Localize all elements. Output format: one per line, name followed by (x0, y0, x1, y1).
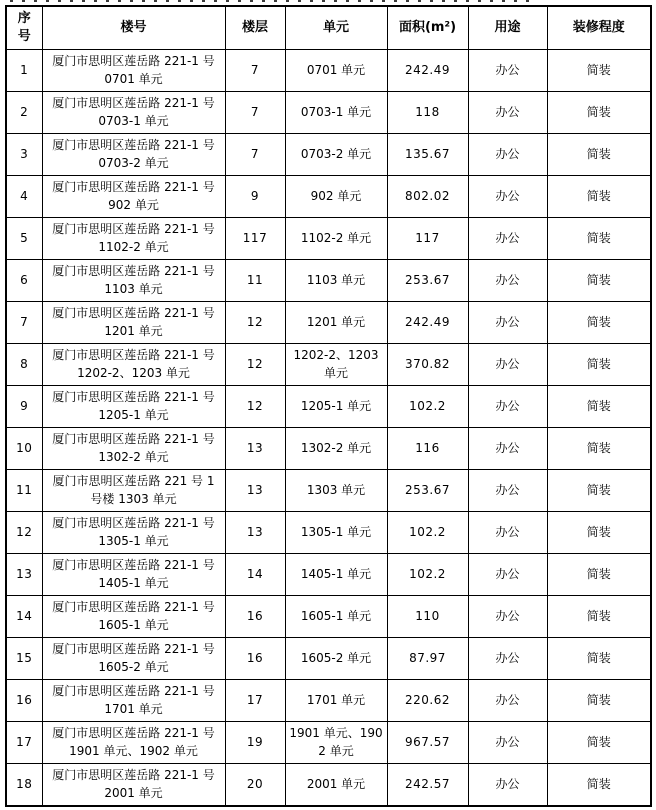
cell-unit: 1103 单元 (285, 260, 387, 302)
cell-seq: 8 (6, 344, 42, 386)
table-row (6, 218, 651, 260)
cell-seq: 9 (6, 386, 42, 428)
cell-unit: 1205-1 单元 (285, 386, 387, 428)
table-row (6, 596, 651, 638)
cell-building (42, 722, 225, 764)
table-row (6, 512, 651, 554)
cell-floor: 9 (225, 176, 285, 218)
building-line1: 厦门市思明区莲岳路 221-1 号 (52, 390, 215, 405)
building-line2: 0703-1 单元 (98, 113, 169, 128)
cell-unit: 1102-2 单元 (285, 218, 387, 260)
cell-area: 967.57 (387, 722, 468, 764)
cell-area: 802.02 (387, 176, 468, 218)
building-line1: 厦门市思明区莲岳路 221-1 号 (52, 96, 215, 111)
building-line2: 1605-2 单元 (98, 659, 169, 674)
cell-decoration: 简装 (547, 92, 651, 134)
property-listing-table (5, 5, 652, 807)
table-row (6, 92, 651, 134)
cell-unit: 1901 单元、1902 单元 (285, 722, 387, 764)
cell-use: 办公 (468, 92, 547, 134)
cell-building (42, 176, 225, 218)
cell-seq: 14 (6, 596, 42, 638)
header-building: 楼号 (42, 6, 225, 50)
building-line2: 1205-1 单元 (98, 407, 169, 422)
header-use: 用途 (468, 6, 547, 50)
cell-floor: 11 (225, 260, 285, 302)
cell-use: 办公 (468, 218, 547, 260)
cell-floor: 17 (225, 680, 285, 722)
cell-unit: 0701 单元 (285, 50, 387, 92)
building-line2: 2001 单元 (104, 785, 163, 800)
building-line1: 厦门市思明区莲岳路 221-1 号 (52, 768, 215, 783)
building-line2: 1701 单元 (104, 701, 163, 716)
cell-area: 253.67 (387, 470, 468, 512)
cell-decoration: 简装 (547, 680, 651, 722)
cell-area: 242.49 (387, 50, 468, 92)
building-line2: 0703-2 单元 (98, 155, 169, 170)
cell-use: 办公 (468, 470, 547, 512)
cell-building (42, 596, 225, 638)
building-line2: 1201 单元 (104, 323, 163, 338)
building-line2: 1102-2 单元 (98, 239, 169, 254)
cell-unit: 1202-2、1203 单元 (285, 344, 387, 386)
cell-floor: 7 (225, 50, 285, 92)
cell-use: 办公 (468, 680, 547, 722)
header-area: 面积(m²) (387, 6, 468, 50)
cell-unit: 1701 单元 (285, 680, 387, 722)
cell-seq: 7 (6, 302, 42, 344)
clipped-text-remnant (10, 0, 538, 2)
cell-unit: 1605-1 单元 (285, 596, 387, 638)
cell-area: 87.97 (387, 638, 468, 680)
cell-area: 242.57 (387, 764, 468, 807)
cell-decoration: 简装 (547, 218, 651, 260)
cell-area: 242.49 (387, 302, 468, 344)
building-line2: 1302-2 单元 (98, 449, 169, 464)
building-line2: 1103 单元 (104, 281, 163, 296)
cell-seq: 10 (6, 428, 42, 470)
header-unit: 单元 (285, 6, 387, 50)
table-row (6, 302, 651, 344)
table-row (6, 722, 651, 764)
cell-use: 办公 (468, 596, 547, 638)
cell-use: 办公 (468, 764, 547, 807)
cell-building (42, 260, 225, 302)
cell-decoration: 简装 (547, 344, 651, 386)
cell-building (42, 50, 225, 92)
cell-unit: 902 单元 (285, 176, 387, 218)
table-row (6, 344, 651, 386)
cell-unit: 1605-2 单元 (285, 638, 387, 680)
building-line1: 厦门市思明区莲岳路 221-1 号 (52, 684, 215, 699)
building-line1: 厦门市思明区莲岳路 221-1 号 (52, 558, 215, 573)
cell-building (42, 680, 225, 722)
cell-unit: 1405-1 单元 (285, 554, 387, 596)
cell-floor: 13 (225, 470, 285, 512)
cell-decoration: 简装 (547, 176, 651, 218)
cell-use: 办公 (468, 428, 547, 470)
building-line1: 厦门市思明区莲岳路 221 号 1 (52, 474, 215, 489)
cell-building (42, 302, 225, 344)
cell-decoration: 简装 (547, 386, 651, 428)
cell-building (42, 638, 225, 680)
cell-seq: 15 (6, 638, 42, 680)
header-decoration: 装修程度 (547, 6, 651, 50)
building-line1: 厦门市思明区莲岳路 221-1 号 (52, 642, 215, 657)
cell-area: 102.2 (387, 554, 468, 596)
building-line2: 0701 单元 (104, 71, 163, 86)
cell-use: 办公 (468, 722, 547, 764)
cell-decoration: 简装 (547, 554, 651, 596)
cell-building (42, 764, 225, 807)
cell-decoration: 简装 (547, 638, 651, 680)
table-row (6, 176, 651, 218)
cell-unit: 0703-2 单元 (285, 134, 387, 176)
table-header-row (6, 6, 651, 50)
cell-building (42, 218, 225, 260)
cell-floor: 7 (225, 134, 285, 176)
cell-floor: 14 (225, 554, 285, 596)
table-row (6, 554, 651, 596)
cell-floor: 19 (225, 722, 285, 764)
cell-floor: 12 (225, 386, 285, 428)
cell-use: 办公 (468, 386, 547, 428)
cell-seq: 3 (6, 134, 42, 176)
cell-decoration: 简装 (547, 512, 651, 554)
cell-seq: 6 (6, 260, 42, 302)
cell-seq: 13 (6, 554, 42, 596)
cell-seq: 5 (6, 218, 42, 260)
cell-area: 116 (387, 428, 468, 470)
cell-area: 118 (387, 92, 468, 134)
cell-building (42, 386, 225, 428)
cell-floor: 12 (225, 302, 285, 344)
building-line1: 厦门市思明区莲岳路 221-1 号 (52, 138, 215, 153)
cell-decoration: 简装 (547, 50, 651, 92)
cell-unit: 1201 单元 (285, 302, 387, 344)
building-line2: 号楼 1303 单元 (90, 491, 177, 506)
cell-seq: 18 (6, 764, 42, 807)
building-line2: 1901 单元、1902 单元 (69, 743, 198, 758)
cell-floor: 16 (225, 596, 285, 638)
cell-decoration: 简装 (547, 722, 651, 764)
table-row (6, 470, 651, 512)
cell-area: 102.2 (387, 386, 468, 428)
building-line1: 厦门市思明区莲岳路 221-1 号 (52, 600, 215, 615)
cell-building (42, 512, 225, 554)
table-row (6, 764, 651, 807)
header-seq (6, 6, 42, 50)
table-row (6, 134, 651, 176)
cell-floor: 13 (225, 428, 285, 470)
cell-use: 办公 (468, 554, 547, 596)
cell-floor: 20 (225, 764, 285, 807)
cell-building (42, 470, 225, 512)
cell-decoration: 简装 (547, 764, 651, 807)
cell-use: 办公 (468, 512, 547, 554)
cell-use: 办公 (468, 302, 547, 344)
cell-seq: 17 (6, 722, 42, 764)
cell-building (42, 344, 225, 386)
cell-use: 办公 (468, 50, 547, 92)
building-line1: 厦门市思明区莲岳路 221-1 号 (52, 264, 215, 279)
header-seq-label: 序号 (17, 11, 31, 44)
cell-use: 办公 (468, 176, 547, 218)
cell-building (42, 554, 225, 596)
cell-unit: 1305-1 单元 (285, 512, 387, 554)
cell-unit: 2001 单元 (285, 764, 387, 807)
cell-use: 办公 (468, 638, 547, 680)
table-row (6, 428, 651, 470)
building-line2: 1605-1 单元 (98, 617, 169, 632)
cell-area: 117 (387, 218, 468, 260)
building-line1: 厦门市思明区莲岳路 221-1 号 (52, 54, 215, 69)
table-row (6, 680, 651, 722)
cell-unit: 1302-2 单元 (285, 428, 387, 470)
cell-seq: 2 (6, 92, 42, 134)
building-line1: 厦门市思明区莲岳路 221-1 号 (52, 516, 215, 531)
table-row (6, 50, 651, 92)
cell-building (42, 428, 225, 470)
cell-building (42, 134, 225, 176)
cell-decoration: 简装 (547, 302, 651, 344)
cell-floor: 117 (225, 218, 285, 260)
building-line1: 厦门市思明区莲岳路 221-1 号 (52, 726, 215, 741)
cell-use: 办公 (468, 344, 547, 386)
cell-floor: 16 (225, 638, 285, 680)
cell-seq: 1 (6, 50, 42, 92)
cell-area: 102.2 (387, 512, 468, 554)
table-row (6, 638, 651, 680)
building-line2: 1405-1 单元 (98, 575, 169, 590)
cell-building (42, 92, 225, 134)
cell-decoration: 简装 (547, 260, 651, 302)
cell-area: 110 (387, 596, 468, 638)
header-floor: 楼层 (225, 6, 285, 50)
cell-seq: 16 (6, 680, 42, 722)
cell-unit: 1303 单元 (285, 470, 387, 512)
building-line1: 厦门市思明区莲岳路 221-1 号 (52, 222, 215, 237)
cell-area: 370.82 (387, 344, 468, 386)
cell-decoration: 简装 (547, 596, 651, 638)
cell-area: 135.67 (387, 134, 468, 176)
cell-floor: 12 (225, 344, 285, 386)
cell-seq: 4 (6, 176, 42, 218)
cell-floor: 13 (225, 512, 285, 554)
cell-use: 办公 (468, 260, 547, 302)
building-line2: 902 单元 (108, 197, 159, 212)
cell-use: 办公 (468, 134, 547, 176)
building-line1: 厦门市思明区莲岳路 221-1 号 (52, 432, 215, 447)
table-row (6, 386, 651, 428)
building-line1: 厦门市思明区莲岳路 221-1 号 (52, 348, 215, 363)
cell-seq: 12 (6, 512, 42, 554)
building-line1: 厦门市思明区莲岳路 221-1 号 (52, 306, 215, 321)
cell-floor: 7 (225, 92, 285, 134)
table-row (6, 260, 651, 302)
cell-decoration: 简装 (547, 428, 651, 470)
building-line2: 1305-1 单元 (98, 533, 169, 548)
cell-decoration: 简装 (547, 134, 651, 176)
building-line2: 1202-2、1203 单元 (77, 365, 190, 380)
building-line1: 厦门市思明区莲岳路 221-1 号 (52, 180, 215, 195)
cell-area: 220.62 (387, 680, 468, 722)
cell-seq: 11 (6, 470, 42, 512)
cell-unit: 0703-1 单元 (285, 92, 387, 134)
cell-decoration: 简装 (547, 470, 651, 512)
cell-area: 253.67 (387, 260, 468, 302)
